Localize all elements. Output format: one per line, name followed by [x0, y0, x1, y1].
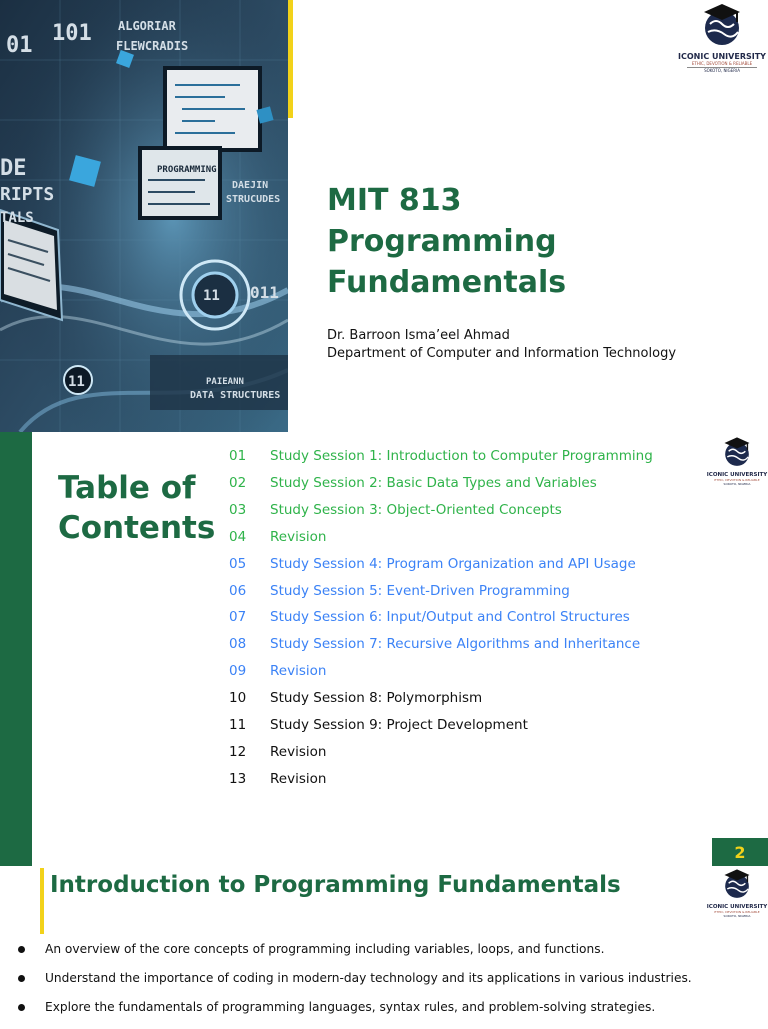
university-name: ICONIC UNIVERSITY [706, 904, 768, 910]
toc-item [229, 470, 689, 497]
toc-item-number: 11 [229, 716, 247, 733]
toc-item [229, 711, 689, 738]
toc-item-label: Study Session 9: Project Development [270, 716, 528, 733]
toc-heading-line-1: Table of [58, 470, 196, 506]
toc-item-number: 09 [229, 663, 247, 680]
accent-bar [288, 0, 293, 118]
course-title-line-3: Fundamentals [327, 265, 567, 300]
toc-item-label: Study Session 1: Introduction to Computer Programming [270, 448, 653, 465]
toc-item [229, 497, 689, 524]
cover-text-00: 11 [203, 288, 220, 304]
cover-text-data: DAEJIN [232, 180, 269, 191]
bullet-item [18, 1000, 758, 1029]
university-name: ICONIC UNIVERSITY [706, 472, 768, 478]
bullet-dot-icon [18, 946, 25, 953]
toc-item [229, 577, 689, 604]
cover-slide [0, 0, 768, 432]
globe-graduation-cap-icon [723, 436, 751, 468]
course-title [327, 180, 727, 303]
toc-item-number: 01 [229, 448, 247, 465]
toc-item-label: Study Session 6: Input/Output and Control Structures [270, 609, 630, 626]
bullet-list [18, 942, 758, 1029]
page-number-badge: 2 [712, 838, 768, 866]
bullet-item [18, 942, 758, 971]
university-logo-small [706, 436, 768, 486]
university-tagline: ETHIC, DEVOTION & RELIABLE [714, 910, 760, 914]
toc-item [229, 685, 689, 712]
cover-text-011: 011 [250, 283, 279, 302]
author-department: Department of Computer and Information Technology [327, 346, 677, 361]
cover-text-flowcharts: FLEWCRADIS [116, 39, 189, 53]
cover-text-code: DE [0, 156, 27, 181]
course-title-line-2: Programming [327, 224, 557, 259]
toc-item-label: Study Session 2: Basic Data Types and Variables [270, 475, 597, 492]
toc-item-label: Revision [270, 663, 327, 680]
bullet-item [18, 971, 758, 1000]
slide-title: Introduction to Programming Fundamentals [50, 872, 621, 898]
toc-item-label: Study Session 8: Polymorphism [270, 690, 483, 707]
toc-heading [58, 468, 215, 548]
university-logo-small [706, 868, 768, 918]
globe-graduation-cap-icon [723, 868, 751, 900]
toc-item-number: 08 [229, 636, 247, 653]
toc-item-label: Study Session 5: Event-Driven Programming [270, 582, 570, 599]
course-title-line-1: MIT 813 [327, 183, 462, 218]
toc-item-number: 13 [229, 770, 247, 787]
toc-item-number: 03 [229, 502, 247, 519]
bullet-text: An overview of the core concepts of programming including variables, loops, and functions. [45, 942, 605, 956]
toc-item [229, 524, 689, 551]
toc-item [229, 631, 689, 658]
toc-item [229, 604, 689, 631]
cover-text-tals: TALS [0, 210, 34, 226]
university-location: SOKOTO, NIGERIA [723, 914, 751, 918]
cover-text-algorithm: ALGORIAR [118, 19, 176, 33]
bullet-dot-icon [18, 975, 25, 982]
university-location: SOKOTO, NIGERIA [723, 482, 751, 486]
university-logo [676, 2, 768, 73]
toc-list [229, 443, 689, 792]
cover-illustration [0, 0, 288, 432]
toc-item-label: Study Session 4: Program Organization and API Usage [270, 555, 636, 572]
intro-slide [0, 842, 768, 1024]
toc-item-number: 02 [229, 475, 247, 492]
toc-item [229, 550, 689, 577]
bullet-text: Explore the fundamentals of programming languages, syntax rules, and problem-solving strategies. [45, 1000, 656, 1014]
cover-text-scripts: RIPTS [0, 184, 55, 205]
cover-text-11: 11 [68, 374, 85, 390]
accent-bar [40, 868, 44, 934]
toc-heading-line-2: Contents [58, 510, 216, 546]
cover-text-01: 01 [6, 33, 33, 58]
author-block [327, 327, 676, 363]
cover-text-structures: STRUCUDES [226, 194, 281, 205]
university-tagline: ETHIC, DEVOTION & RELIABLE [714, 478, 760, 482]
toc-item [229, 765, 689, 792]
side-strip [0, 432, 32, 866]
toc-item-number: 12 [229, 743, 247, 760]
author-name: Dr. Barroon Isma’eel Ahmad [327, 328, 510, 343]
toc-item-label: Study Session 3: Object-Oriented Concepts [270, 502, 562, 519]
toc-item-label: Revision [270, 770, 327, 787]
university-tagline: ETHIC, DEVOTION & RELIABLE [691, 61, 753, 66]
cover-text-101: 101 [52, 21, 92, 46]
table-of-contents-slide [0, 432, 768, 866]
toc-item-label: Revision [270, 528, 327, 545]
university-name: ICONIC UNIVERSITY [678, 52, 766, 61]
toc-item-number: 05 [229, 555, 247, 572]
toc-item-number: 04 [229, 528, 247, 545]
cover-text-programming: PROGRAMMING [157, 165, 217, 175]
cover-text-data-structures: DATA STRUCTURES [190, 390, 281, 401]
university-location: SOKOTO, NIGERIA [704, 68, 740, 73]
toc-item [229, 738, 689, 765]
toc-item-number: 07 [229, 609, 247, 626]
globe-graduation-cap-icon [702, 2, 742, 48]
toc-item [229, 658, 689, 685]
toc-item-label: Study Session 7: Recursive Algorithms and Inheritance [270, 636, 641, 653]
cover-text-data2: PAIEANN [206, 377, 244, 387]
toc-item [229, 443, 689, 470]
toc-item-number: 10 [229, 690, 247, 707]
bullet-dot-icon [18, 1004, 25, 1011]
toc-item-number: 06 [229, 582, 247, 599]
toc-item-label: Revision [270, 743, 327, 760]
bullet-text: Understand the importance of coding in modern-day technology and its applications in various industries. [45, 971, 692, 985]
